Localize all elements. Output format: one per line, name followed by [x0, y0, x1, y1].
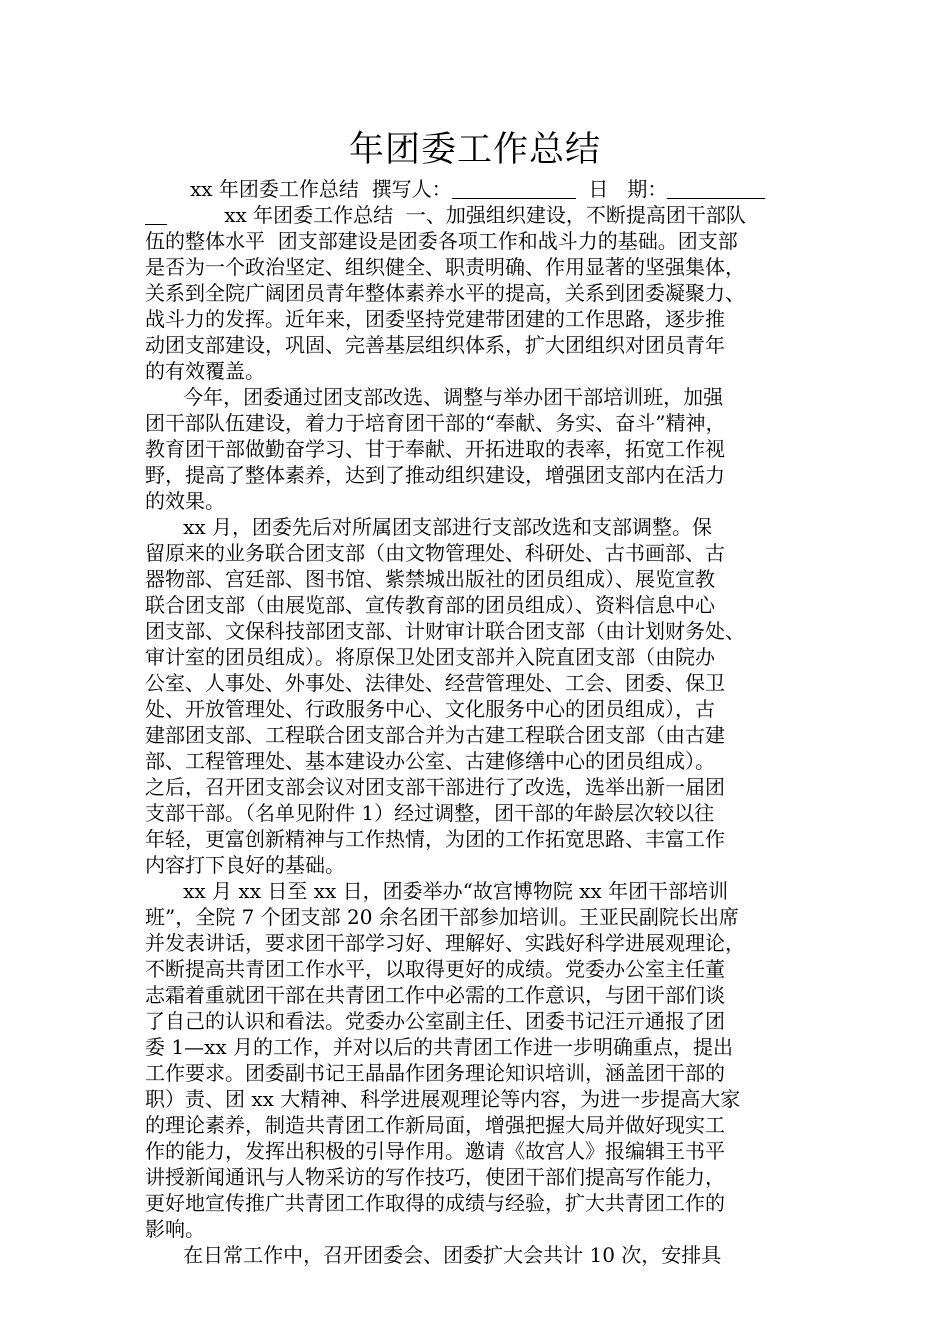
text-line-14: 留原来的业务联合团支部（由文物管理处、科研处、古书画部、古: [145, 541, 725, 565]
text-line-10: 教育团干部做勤奋学习、甘于奉献、开拓进取的表率，拓宽工作视: [145, 437, 725, 461]
text-line-11: 野，提高了整体素养，达到了推动组织建设，增强团支部内在活力: [145, 463, 725, 487]
text-line-17: 团支部、文保科技部团支部、计财审计联合团支部（由计划财务处、: [145, 619, 745, 643]
text-line-29: 并发表讲话，要求团干部学习好、理解好、实践好科学进展观理论，: [145, 931, 745, 955]
text-line-25: 年轻，更富创新精神与工作热情，为团的工作拓宽思路、丰富工作: [145, 827, 725, 851]
date-label: 日 期：: [575, 177, 668, 201]
text-line-5: 战斗力的发挥。近年来，团委坚持党建带团建的工作思路，逐步推: [145, 307, 725, 331]
text-line-37: 作的能力，发挥出积极的引导作用。邀请《故宫人》报编辑王书平: [145, 1139, 725, 1163]
text-line-3: 是否为一个政治坚定、组织健全、职责明确、作用显著的坚强集体，: [145, 255, 745, 279]
text-line-31: 志霜着重就团干部在共青团工作中必需的工作意识，与团干部们谈: [145, 983, 725, 1007]
text-line-39: 更好地宣传推广共青团工作取得的成绩与经验，扩大共青团工作的: [145, 1191, 725, 1215]
meta-lead-text: xx 年团委工作总结 撰写人：: [190, 177, 452, 201]
text-line-19: 公室、人事处、外事处、法律处、经营管理处、工会、团委、保卫: [145, 671, 725, 695]
text-line-6: 动团支部建设，巩固、完善基层组织体系，扩大团组织对团员青年: [145, 333, 725, 357]
text-line-13: xx 月，团委先后对所属团支部进行支部改选和支部调整。保: [145, 515, 713, 539]
text-line-27: xx 月 xx 日至 xx 日，团委举办“故宫博物院 xx 年团干部培训: [145, 879, 729, 903]
text-line-32: 了自己的认识和看法。党委办公室副主任、团委书记汪亓通报了团: [145, 1009, 725, 1033]
text-line-16: 联合团支部（由展览部、宣传教育部的团员组成）、资料信息中心: [145, 593, 715, 617]
text-line-20: 处、开放管理处、行政服务中心、文化服务中心的团员组成），古: [145, 697, 715, 721]
text-line-21: 建部团支部、工程联合团支部合并为古建工程联合团支部（由古建: [145, 723, 725, 747]
author-blank: [452, 178, 576, 199]
meta-line: [145, 176, 813, 202]
text-line-41: 在日常工作中，召开团委会、团委扩大会共计 10 次，安排具: [145, 1243, 722, 1267]
document-body: [145, 176, 813, 1268]
text-line-15: 器物部、宫廷部、图书馆、紫禁城出版社的团员组成）、展览宣教: [145, 567, 715, 591]
text-line-7: 的有效覆盖。: [145, 359, 265, 383]
text-line-1-content: xx 年团委工作总结 一、加强组织建设，不断提高团干部队: [167, 203, 746, 227]
text-line-26: 内容打下良好的基础。: [145, 853, 345, 877]
text-line-40: 影响。: [145, 1217, 205, 1241]
text-line-2: 伍的整体水平 团支部建设是团委各项工作和战斗力的基础。团支部: [145, 229, 738, 253]
text-line-36: 的理论素养，制造共青团工作新局面，增强把握大局并做好现实工: [145, 1113, 725, 1137]
date-blank-continued: [145, 204, 167, 225]
text-line-28: 班”，全院 7 个团支部 20 余名团干部参加培训。王亚民副院长出席: [145, 905, 739, 929]
text-line-34: 工作要求。团委副书记王晶晶作团务理论知识培训，涵盖团干部的: [145, 1061, 725, 1085]
text-line-30: 不断提高共青团工作水平，以取得更好的成绩。党委办公室主任董: [145, 957, 725, 981]
text-line-1: [145, 202, 813, 228]
text-line-33: 委 1—xx 月的工作，并对以后的共青团工作进一步明确重点，提出: [145, 1035, 733, 1059]
text-line-35: 职）责、团 xx 大精神、科学进展观理论等内容，为进一步提高大家: [145, 1087, 741, 1111]
text-line-18: 审计室的团员组成）。将原保卫处团支部并入院直团支部（由院办: [145, 645, 715, 669]
text-line-12: 的效果。: [145, 489, 225, 513]
document-title: 年团委工作总结: [348, 130, 601, 170]
text-line-22: 部、工程管理处、基本建设办公室、古建修缮中心的团员组成）。: [145, 749, 715, 773]
text-line-24: 支部干部。（名单见附件 1）经过调整，团干部的年龄层次较以往: [145, 801, 715, 825]
text-line-23: 之后，召开团支部会议对团支部干部进行了改选，选举出新一届团: [145, 775, 725, 799]
date-blank: [667, 178, 765, 199]
text-line-9: 团干部队伍建设，着力于培育团干部的“奉献、务实、奋斗”精神，: [145, 411, 726, 435]
text-line-4: 关系到全院广阔团员青年整体素养水平的提高，关系到团委凝聚力、: [145, 281, 745, 305]
text-line-8: 今年，团委通过团支部改选、调整与举办团干部培训班，加强: [145, 385, 724, 409]
text-line-38: 讲授新闻通讯与人物采访的写作技巧，使团干部们提高写作能力，: [145, 1165, 725, 1189]
